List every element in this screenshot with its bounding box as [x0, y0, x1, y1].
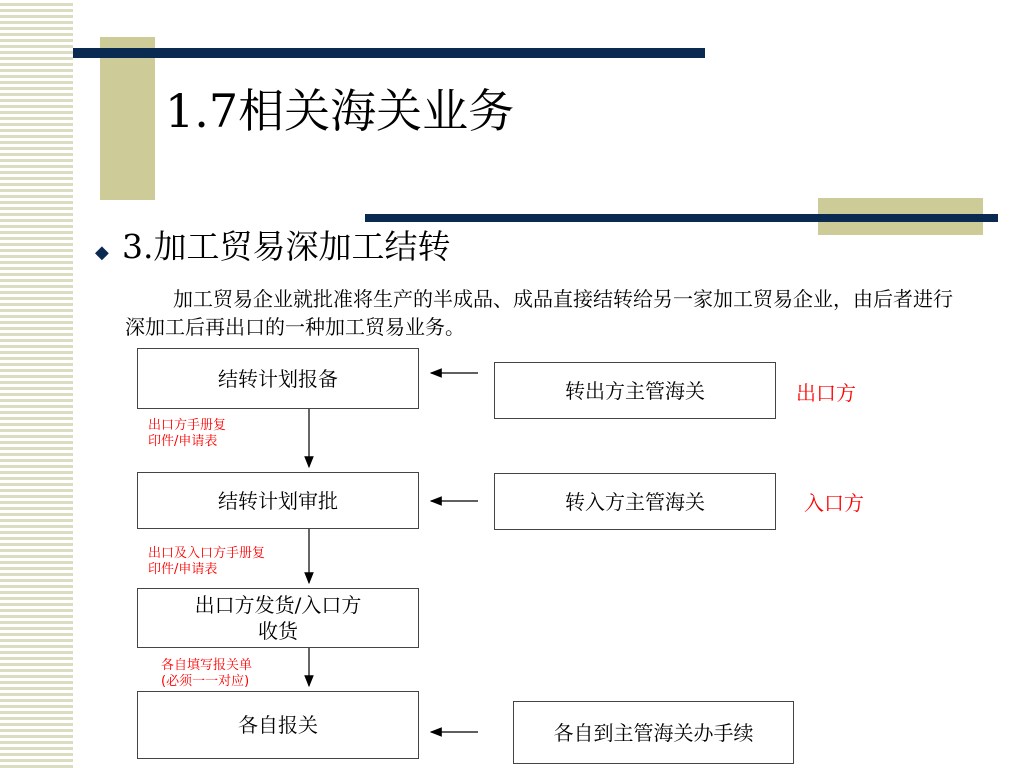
step-customs-declaration [137, 691, 419, 759]
note-step3 [161, 658, 252, 690]
note-step2 [148, 546, 265, 578]
note-step2-line1: 出口及入口方手册复 [148, 546, 266, 561]
role-importer: 入口方 [804, 491, 864, 515]
note-step1-line2: 印件/申请表 [148, 434, 218, 449]
section-heading: 3.加工贸易深加工结转 [122, 227, 451, 266]
step-plan-filing [137, 348, 419, 409]
diamond-bullet-icon: ◆ [95, 242, 109, 263]
note-step3-line1: 各自填写报关单 [161, 658, 253, 673]
role-exporter: 出口方 [796, 381, 856, 405]
step-shipping-receiving-line1: 出口方发货/入口方 [194, 593, 362, 617]
source-incoming-customs-label: 转入方主管海关 [565, 489, 705, 514]
source-incoming-customs [494, 473, 776, 530]
source-each-customs-label: 各自到主管海关办手续 [553, 720, 754, 745]
slide-title: 1.7相关海关业务 [165, 84, 515, 138]
note-step1-line1: 出口方手册复 [148, 418, 227, 433]
source-outgoing-customs-label: 转出方主管海关 [565, 378, 705, 403]
note-step1 [148, 418, 226, 450]
step-plan-approval [137, 472, 419, 529]
step-customs-declaration-label: 各自报关 [238, 713, 318, 737]
note-step2-line2: 印件/申请表 [148, 562, 218, 577]
source-each-customs [513, 701, 794, 764]
source-outgoing-customs [494, 362, 776, 419]
note-step3-line2: (必须一一对应) [161, 674, 250, 689]
description-paragraph: 加工贸易企业就批准将生产的半成品、成品直接结转给另一家加工贸易企业，由后者进行深加工后再出口的一种加工贸易业务。 [125, 287, 953, 339]
step-shipping-receiving-line2: 收货 [258, 619, 298, 643]
step-plan-approval-label: 结转计划审批 [218, 488, 338, 513]
step-plan-filing-label: 结转计划报备 [218, 366, 338, 391]
step-shipping-receiving [137, 588, 419, 648]
